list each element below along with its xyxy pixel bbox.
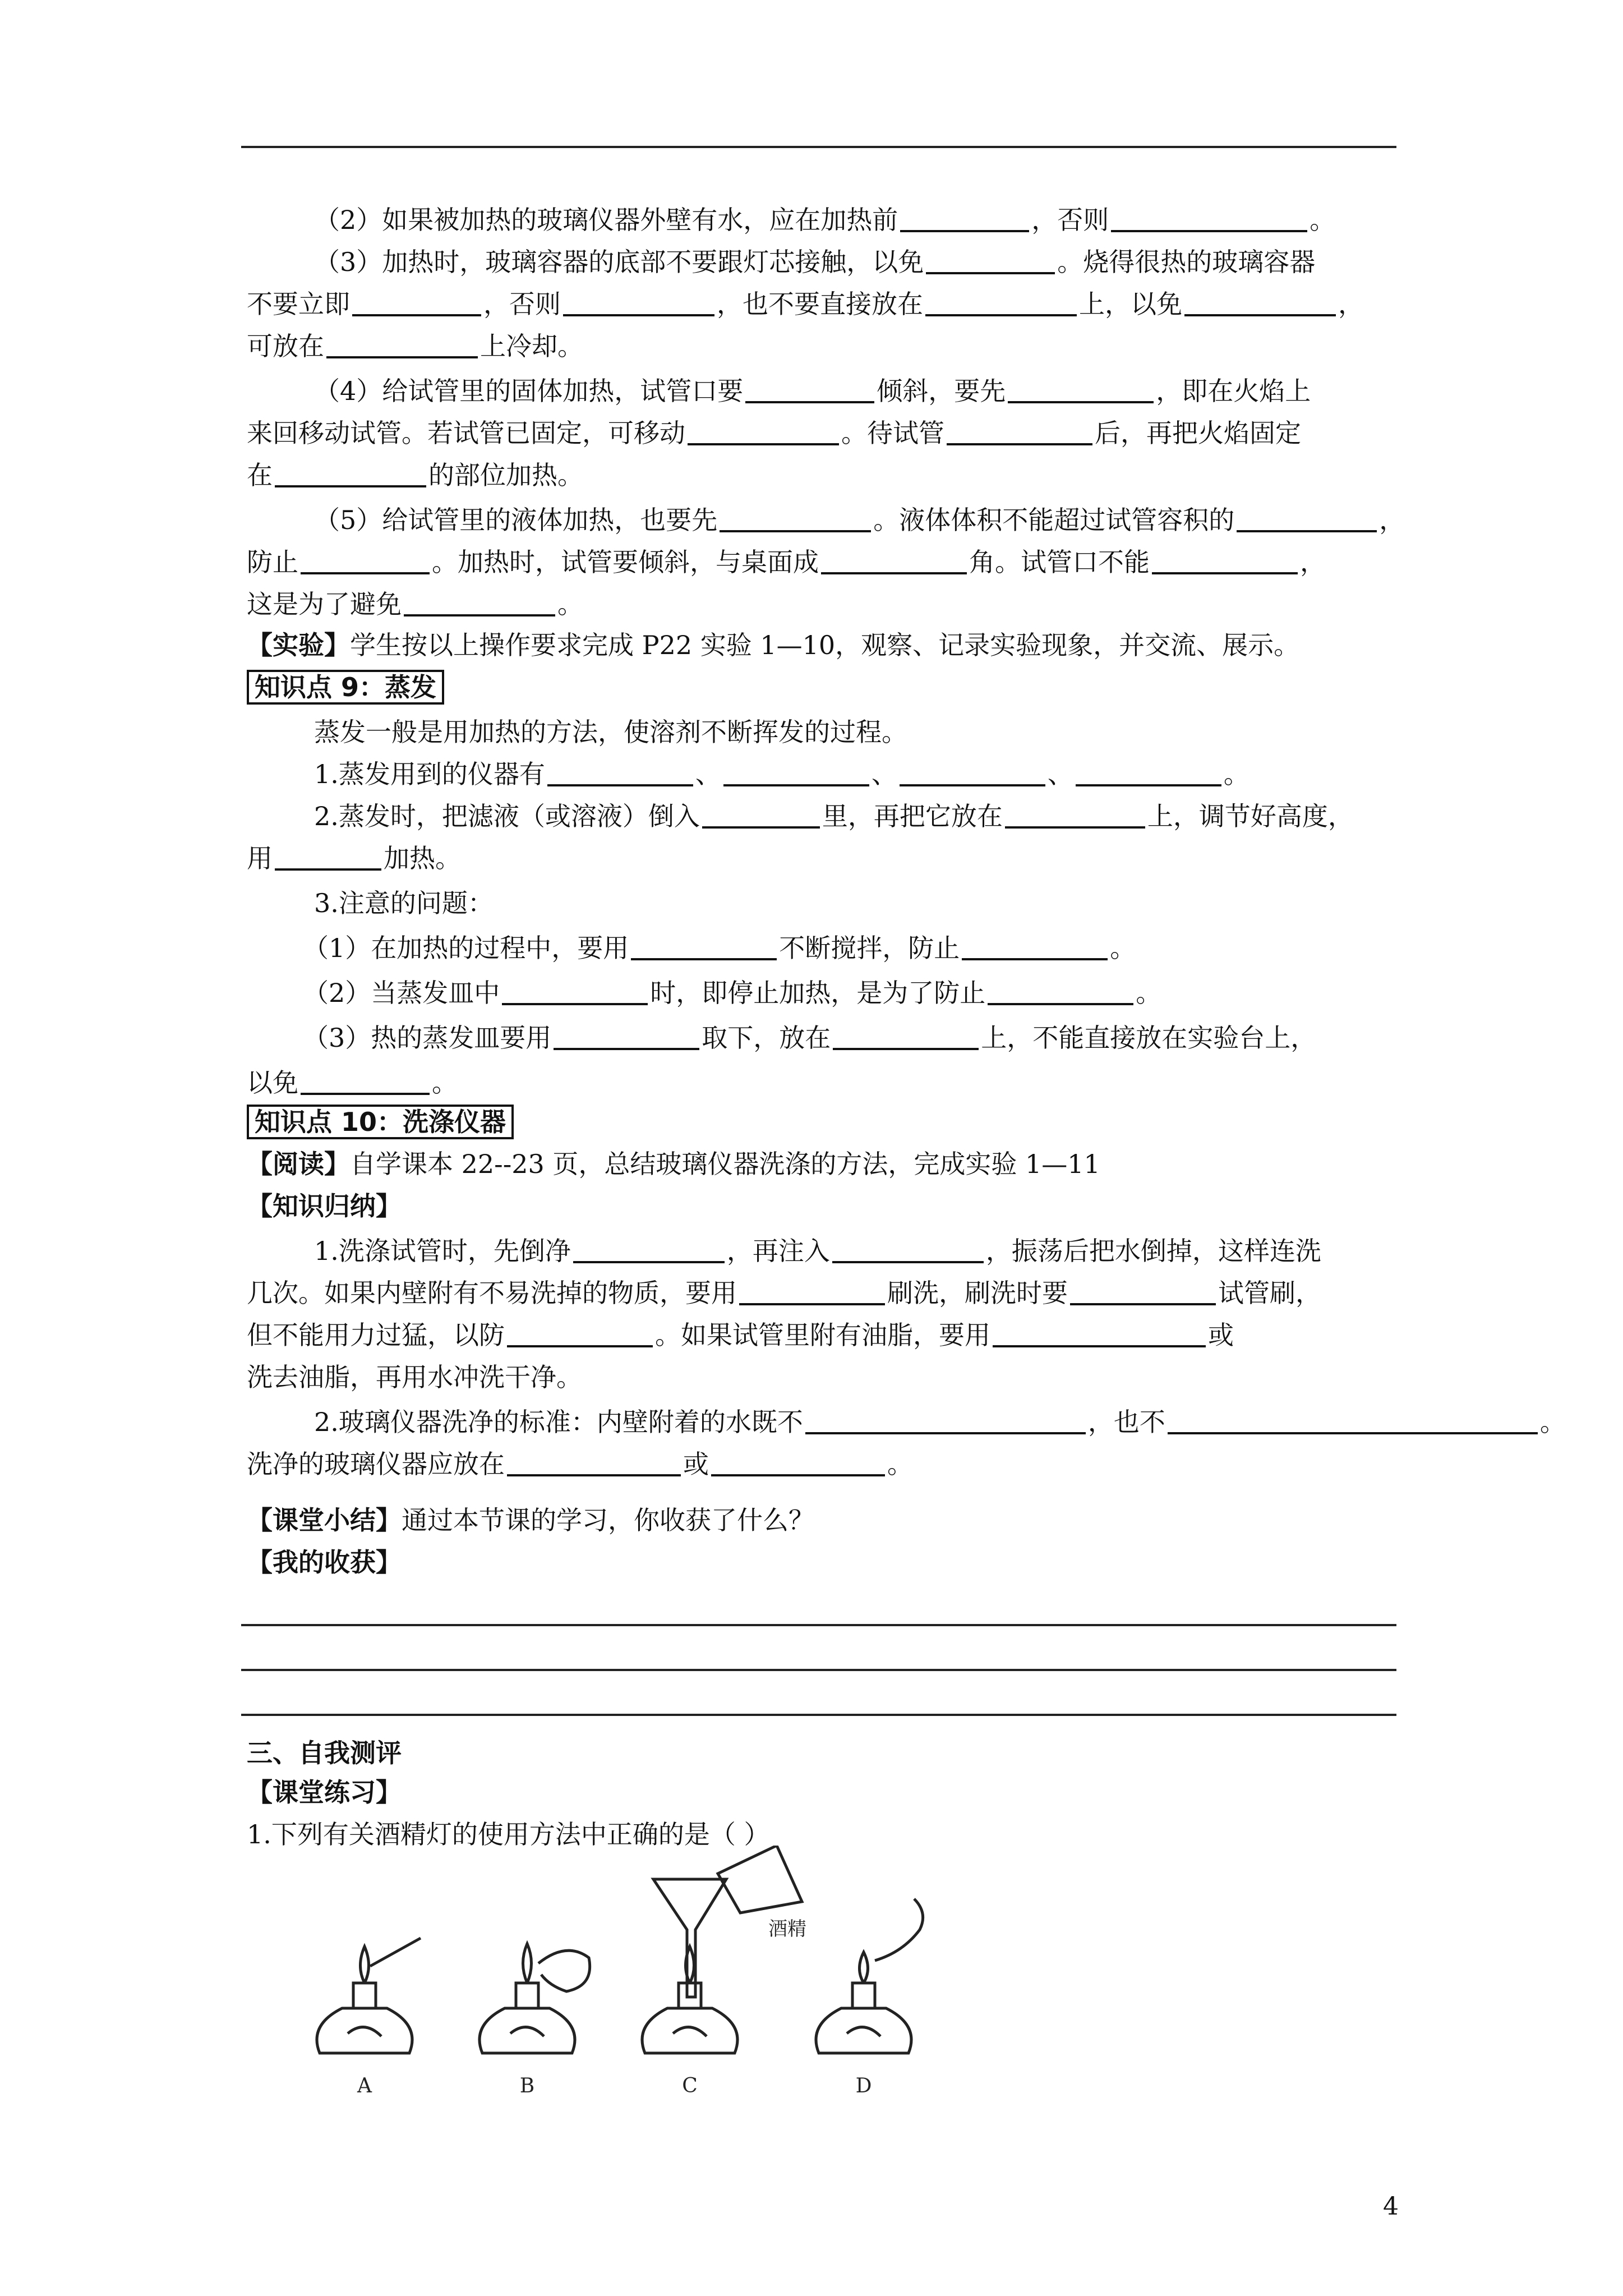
- blank[interactable]: [962, 933, 1108, 960]
- alcohol-lamp-figure: [264, 1846, 993, 2104]
- my-gain-heading: 【我的收获】: [247, 1547, 402, 1577]
- k9-item-1: 1.蒸发用到的仪器有 、 、 、 。: [314, 759, 1249, 789]
- blank[interactable]: [1152, 547, 1298, 574]
- blank[interactable]: [805, 1407, 1086, 1434]
- blank[interactable]: [900, 760, 1045, 786]
- blank[interactable]: [821, 547, 967, 574]
- blank[interactable]: [833, 1023, 979, 1050]
- blank[interactable]: [900, 205, 1029, 232]
- item-3-cont: 不要立即 ，否则 ，也不要直接放在 上，以免 ，: [247, 289, 1364, 319]
- blank[interactable]: [993, 1320, 1206, 1347]
- lamp-c: [642, 1846, 802, 2053]
- k10-item-1-cont2: 但不能用力过猛，以防 。如果试管里附有油脂，要用 或: [247, 1320, 1234, 1350]
- blank[interactable]: [1008, 376, 1154, 403]
- blank[interactable]: [573, 1236, 725, 1263]
- section-3-title: 三、自我测评: [247, 1738, 402, 1768]
- blank[interactable]: [1111, 205, 1307, 232]
- item-5-cont2: 这是为了避免 。: [247, 589, 583, 619]
- knowledge-summary-heading: 【知识归纳】: [247, 1191, 402, 1221]
- blank[interactable]: [404, 590, 555, 616]
- blank[interactable]: [502, 978, 648, 1005]
- header-rule: [241, 146, 1396, 148]
- blank[interactable]: [1076, 760, 1221, 786]
- blank[interactable]: [1168, 1407, 1538, 1434]
- class-summary: 【课堂小结】通过本节课的学习，你收获了什么？: [247, 1505, 814, 1535]
- knowledge-9-title: 知识点 9：蒸发: [247, 670, 444, 704]
- blank[interactable]: [352, 289, 481, 316]
- k10-item-1-cont: 几次。如果内壁附有不易洗掉的物质，要用 刷洗，刷洗时要 试管刷，: [247, 1278, 1321, 1308]
- lamp-a: [317, 1938, 421, 2053]
- label-d: D: [855, 2074, 872, 2097]
- answer-line[interactable]: [241, 1714, 1396, 1716]
- answer-line[interactable]: [241, 1669, 1396, 1671]
- k9-note-3-cont: 以免 。: [247, 1068, 458, 1098]
- blank[interactable]: [702, 802, 820, 829]
- blank[interactable]: [832, 1236, 984, 1263]
- blank[interactable]: [1005, 802, 1145, 829]
- item-3: （3）加热时，玻璃容器的底部不要跟灯芯接触，以免 。烧得很热的玻璃容器: [314, 247, 1316, 277]
- blank[interactable]: [547, 760, 693, 786]
- label-b: B: [519, 2074, 535, 2097]
- bottle-label: 酒精: [768, 1918, 806, 1940]
- k10-item-1: 1.洗涤试管时，先倒净 ，再注入 ，振荡后把水倒掉，这样连洗: [314, 1236, 1321, 1266]
- k9-item-2-cont: 用 加热。: [247, 843, 461, 873]
- k10-item-1-cont3: 洗去油脂，再用水冲洗干净。: [247, 1362, 582, 1392]
- blank[interactable]: [723, 760, 869, 786]
- blank[interactable]: [301, 547, 430, 574]
- question-1: 1.下列有关酒精灯的使用方法中正确的是（ ）: [247, 1819, 770, 1849]
- blank[interactable]: [688, 418, 839, 445]
- experiment-line: 【实验】学生按以上操作要求完成 P22 实验 1—10，观察、记录实验现象，并交流、展示。: [247, 630, 1300, 660]
- blank[interactable]: [1237, 505, 1377, 532]
- reading-line: 【阅读】自学课本 22--23 页，总结玻璃仪器洗涤的方法，完成实验 1—11: [247, 1149, 1100, 1179]
- blank[interactable]: [563, 289, 714, 316]
- k10-item-2-cont: 洗净的玻璃仪器应放在 或 。: [247, 1449, 913, 1479]
- item-4-cont: 来回移动试管。若试管已固定，可移动 。待试管 后，再把火焰固定: [247, 418, 1301, 448]
- label-c: C: [682, 2074, 698, 2097]
- blank[interactable]: [507, 1450, 681, 1476]
- blank[interactable]: [711, 1450, 885, 1476]
- k9-item-3: 3.注意的问题：: [314, 888, 494, 918]
- blank[interactable]: [926, 247, 1055, 274]
- blank[interactable]: [275, 461, 426, 487]
- answer-line[interactable]: [241, 1624, 1396, 1626]
- blank[interactable]: [925, 289, 1077, 316]
- item-4-cont2: 在 的部位加热。: [247, 460, 583, 490]
- blank[interactable]: [507, 1320, 653, 1347]
- item-5-cont: 防止 。加热时，试管要倾斜，与桌面成 角。试管口不能 ，: [247, 547, 1326, 577]
- blank[interactable]: [988, 978, 1133, 1005]
- k10-item-2: 2.玻璃仪器洗净的标准：内壁附着的水既不 ，也不 。: [314, 1407, 1566, 1437]
- blank[interactable]: [720, 505, 871, 532]
- k9-intro: 蒸发一般是用加热的方法，使溶剂不断挥发的过程。: [314, 717, 907, 747]
- lamp-b: [479, 1944, 590, 2053]
- blank[interactable]: [301, 1068, 430, 1095]
- blank[interactable]: [745, 376, 874, 403]
- k9-item-2: 2.蒸发时，把滤液（或溶液）倒入 里，再把它放在 上，调节好高度，: [314, 801, 1354, 831]
- blank[interactable]: [275, 844, 381, 871]
- lamp-d: [816, 1899, 923, 2053]
- practice-heading: 【课堂练习】: [247, 1777, 402, 1807]
- page-number: 4: [1383, 2192, 1399, 2221]
- label-a: A: [357, 2074, 372, 2097]
- knowledge-10-title: 知识点 10：洗涤仪器: [247, 1105, 514, 1139]
- blank[interactable]: [947, 418, 1092, 445]
- blank[interactable]: [326, 332, 478, 358]
- item-3-cont2: 可放在 上冷却。: [247, 331, 583, 361]
- item-4: （4）给试管里的固体加热，试管口要 倾斜，要先 ，即在火焰上: [314, 376, 1311, 406]
- k9-note-2: （2）当蒸发皿中 时，即停止加热，是为了防止 。: [303, 978, 1162, 1008]
- k9-note-3: （3）热的蒸发皿要用 取下，放在 上，不能直接放在实验台上，: [303, 1023, 1317, 1053]
- blank[interactable]: [1070, 1278, 1216, 1305]
- blank[interactable]: [1184, 289, 1336, 316]
- item-2: （2）如果被加热的玻璃仪器外壁有水，应在加热前 ，否则 。: [314, 205, 1336, 235]
- item-5: （5）给试管里的液体加热，也要先 。液体体积不能超过试管容积的 ，: [314, 505, 1405, 535]
- blank[interactable]: [739, 1278, 885, 1305]
- blank[interactable]: [631, 933, 777, 960]
- k9-note-1: （1）在加热的过程中，要用 不断搅拌，防止 。: [303, 933, 1136, 963]
- blank[interactable]: [554, 1023, 699, 1050]
